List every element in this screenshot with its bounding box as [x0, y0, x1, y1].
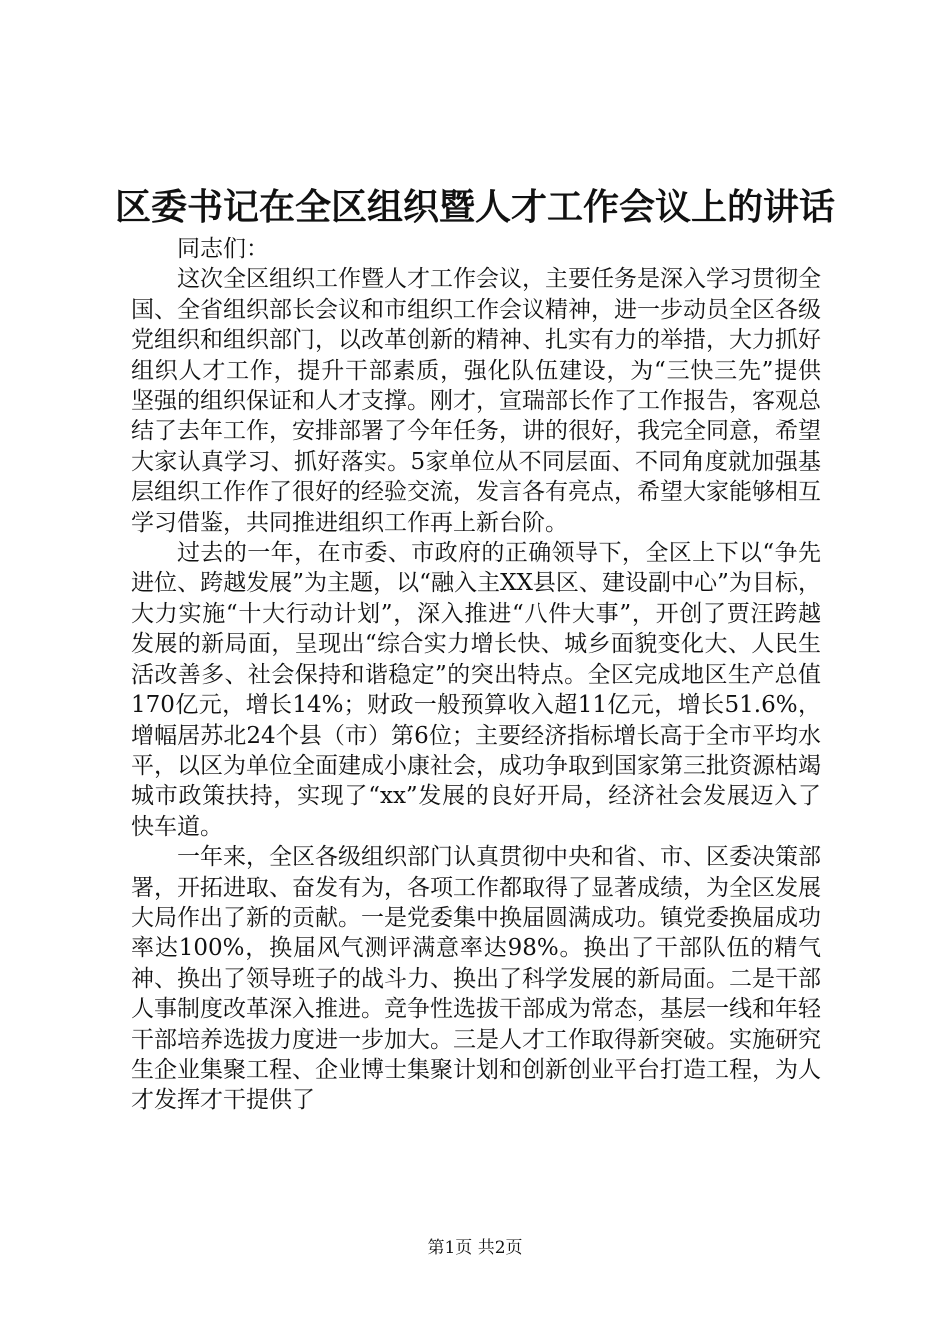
document-title: 区委书记在全区组织暨人才工作会议上的讲话: [114, 186, 835, 228]
document-body: [131, 234, 821, 1116]
paragraph-3: 一年来，全区各级组织部门认真贯彻中央和省、市、区委决策部署，开拓进取、奋发有为，各项工作都取得了显著成绩，为全区发展大局作出了新的贡献。一是党委集中换届圆满成功。镇党委换届成功率达100%，换届风气测评满意率达98%。换出了干部队伍的精气神、换出了领导班子的战斗力、换出了科学发展的新局面。二是干部人事制度改革深入推进。竞争性选拔干部成为常态，基层一线和年轻干部培养选拔力度进一步加大。三是人才工作取得新突破。实施研究生企业集聚工程、企业博士集聚计划和创新创业平台打造工程，为人才发挥才干提供了: [131, 844, 821, 1114]
paragraph-1: 这次全区组织工作暨人才工作会议，主要任务是深入学习贯彻全国、全省组织部长会议和市组织工作会议精神，进一步动员全区各级党组织和组织部门，以改革创新的精神、扎实有力的举措，大力抓好组织人才工作，提升干部素质，强化队伍建设，为“三快三先”提供坚强的组织保证和人才支撑。刚才，宣瑞部长作了工作报告，客观总结了去年工作，安排部署了今年任务，讲的很好，我完全同意，希望大家认真学习、抓好落实。5家单位从不同层面、不同角度就加强基层组织工作作了很好的经验交流，发言各有亮点，希望大家能够相互学习借鉴，共同推进组织工作再上新台阶。: [131, 266, 821, 536]
paragraph-2: 过去的一年，在市委、市政府的正确领导下，全区上下以“争先进位、跨越发展”为主题，以“融入主XX县区、建设副中心”为目标，大力实施“十大行动计划”，深入推进“八件大事”，开创了贾汪跨越发展的新局面，呈现出“综合实力增长快、城乡面貌变化大、人民生活改善多、社会保持和谐稳定”的突出特点。全区完成地区生产总值170亿元，增长14%；财政一般预算收入超11亿元，增长51.6%，增幅居苏北24个县（市）第6位；主要经济指标增长高于全市平均水平，以区为单位全面建成小康社会，成功争取到国家第三批资源枯竭城市政策扶持，实现了“xx”发展的良好开局，经济社会发展迈入了快车道。: [131, 540, 821, 840]
salutation: 同志们：: [177, 236, 269, 262]
page-footer: 第1页 共2页: [427, 1238, 523, 1258]
